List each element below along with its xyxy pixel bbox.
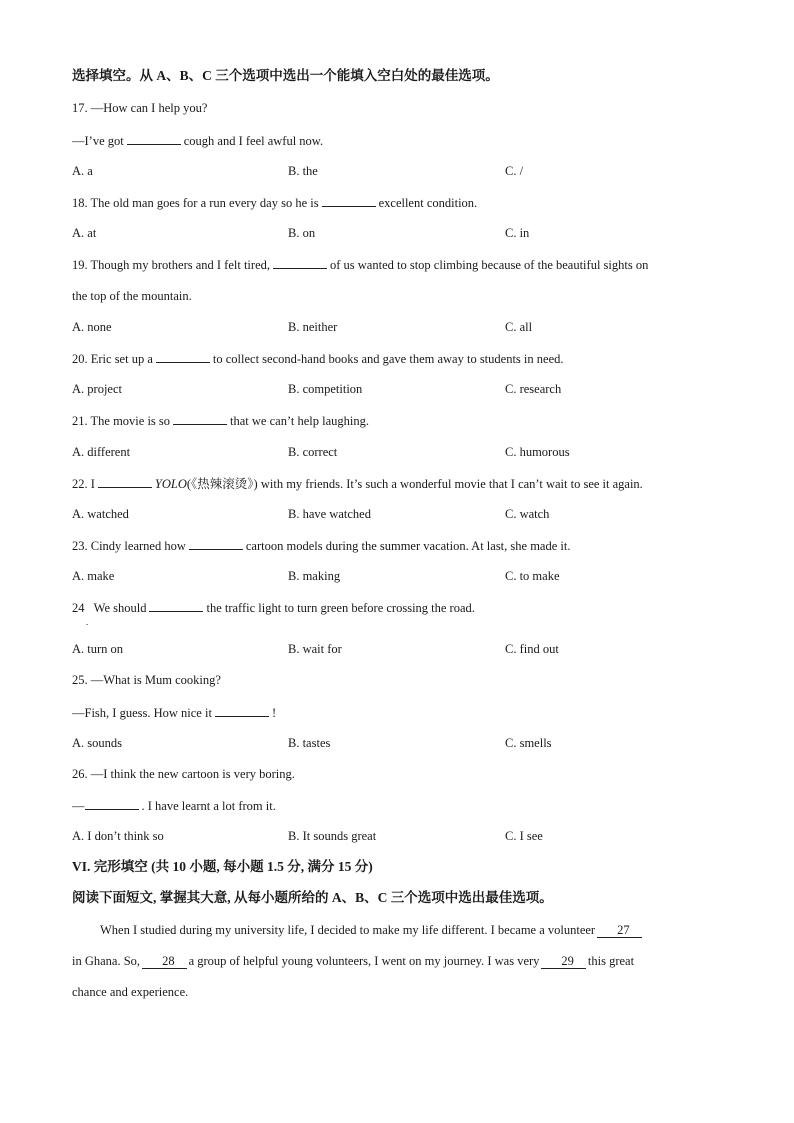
option-a: A. at — [72, 226, 97, 240]
question-text: 19. Though my brothers and I felt tired, — [72, 258, 270, 272]
option-c: C. I see — [505, 829, 543, 843]
question-text: 18. The old man goes for a run every day so he is — [72, 196, 319, 210]
option-a: A. a — [72, 164, 93, 178]
answer-blank — [189, 537, 243, 550]
option-a: A. project — [72, 382, 122, 396]
option-c: C. all — [505, 320, 533, 334]
passage-line-3: chance and experience. — [72, 985, 189, 999]
answer-blank — [156, 350, 210, 363]
question-text: —Fish, I guess. How nice it — [72, 706, 212, 720]
answer-blank — [215, 704, 269, 717]
question-19-line1 — [72, 256, 648, 273]
movie-title-chinese: (《热辣滚烫》) — [186, 477, 258, 491]
question-23 — [72, 537, 570, 554]
option-c: C. find out — [505, 642, 559, 656]
question-22 — [72, 475, 643, 492]
option-c: C. watch — [505, 507, 550, 521]
question-text: 24 We should — [72, 601, 147, 615]
stray-dot-mark: . — [86, 617, 89, 627]
question-text: cough and I feel awful now. — [183, 134, 324, 148]
option-c: C. to make — [505, 569, 560, 583]
option-b: B. wait for — [288, 642, 342, 656]
answer-blank — [127, 132, 181, 145]
answer-blank — [85, 797, 139, 810]
answer-blank — [273, 256, 327, 269]
section-instruction: 选择填空。从 A、B、C 三个选项中选出一个能填入空白处的最佳选项。 — [72, 68, 499, 83]
question-19-line2: the top of the mountain. — [72, 289, 192, 303]
numbered-blank-28: 28 — [142, 955, 187, 969]
question-text: —How can I help you? — [90, 101, 208, 115]
option-a: A. sounds — [72, 736, 123, 750]
question-21 — [72, 412, 369, 429]
option-b: B. making — [288, 569, 341, 583]
option-b: B. correct — [288, 445, 338, 459]
option-c: C. research — [505, 382, 562, 396]
option-b: B. have watched — [288, 507, 371, 521]
passage-text: When I studied during my university life, I decided to make my life different. I became a volunteer — [100, 923, 596, 937]
option-b: B. It sounds great — [288, 829, 377, 843]
option-c: C. smells — [505, 736, 552, 750]
passage-text: a group of helpful young volunteers, I went on my journey. I was very — [188, 954, 540, 968]
question-text: of us wanted to stop climbing because of the beautiful sights on — [330, 258, 649, 272]
option-c: C. in — [505, 226, 530, 240]
option-c: C. / — [505, 164, 524, 178]
question-text: that we can’t help laughing. — [230, 414, 369, 428]
passage-line-1 — [100, 922, 644, 938]
question-25-line2 — [72, 704, 276, 721]
question-17-line2 — [72, 132, 323, 149]
option-a: A. turn on — [72, 642, 124, 656]
question-text: . I have learnt a lot from it. — [141, 799, 276, 813]
question-text: to collect second-hand books and gave them away to students in need. — [212, 352, 564, 366]
option-b: B. on — [288, 226, 316, 240]
question-17-line1 — [72, 100, 207, 116]
question-text: 21. The movie is so — [72, 414, 171, 428]
option-b: B. tastes — [288, 736, 331, 750]
question-25-line1: 25. —What is Mum cooking? — [72, 673, 221, 687]
option-b: B. the — [288, 164, 318, 178]
option-a: A. none — [72, 320, 112, 334]
question-text: — — [72, 799, 85, 813]
question-text: 22. I — [72, 477, 95, 491]
option-b: B. competition — [288, 382, 363, 396]
option-a: A. watched — [72, 507, 129, 521]
passage-line-2 — [72, 953, 634, 969]
answer-blank — [173, 412, 227, 425]
option-a: A. I don’t think so — [72, 829, 164, 843]
question-text: with my friends. It’s such a wonderful movie that I can’t wait to see it again. — [260, 477, 643, 491]
question-26-line2 — [72, 797, 276, 814]
movie-title: YOLO — [154, 477, 187, 491]
question-text: ! — [271, 706, 277, 720]
section-heading: VI. 完形填空 (共 10 小题, 每小题 1.5 分, 满分 15 分) — [72, 859, 373, 874]
question-26-line1: 26. —I think the new cartoon is very boring. — [72, 767, 295, 781]
question-text: 23. Cindy learned how — [72, 539, 186, 553]
answer-blank — [322, 194, 376, 207]
answer-blank — [149, 599, 203, 612]
question-text: 20. Eric set up a — [72, 352, 153, 366]
numbered-blank-29: 29 — [541, 955, 586, 969]
option-a: A. different — [72, 445, 131, 459]
question-24 — [72, 599, 475, 616]
option-a: A. make — [72, 569, 115, 583]
option-c: C. humorous — [505, 445, 570, 459]
question-text: excellent condition. — [378, 196, 478, 210]
question-number: 17. — [72, 101, 88, 115]
answer-blank — [98, 475, 152, 488]
passage-text: in Ghana. So, — [72, 954, 141, 968]
question-text: the traffic light to turn green before crossing the road. — [206, 601, 475, 615]
question-18 — [72, 194, 477, 211]
question-text: —I’ve got — [72, 134, 124, 148]
numbered-blank-27: 27 — [597, 924, 642, 938]
section-instruction: 阅读下面短文, 掌握其大意, 从每小题所给的 A、B、C 三个选项中选出最佳选项。 — [72, 890, 553, 905]
passage-text: this great — [587, 954, 635, 968]
question-text: cartoon models during the summer vacation. At last, she made it. — [245, 539, 571, 553]
question-20 — [72, 350, 564, 367]
option-b: B. neither — [288, 320, 338, 334]
